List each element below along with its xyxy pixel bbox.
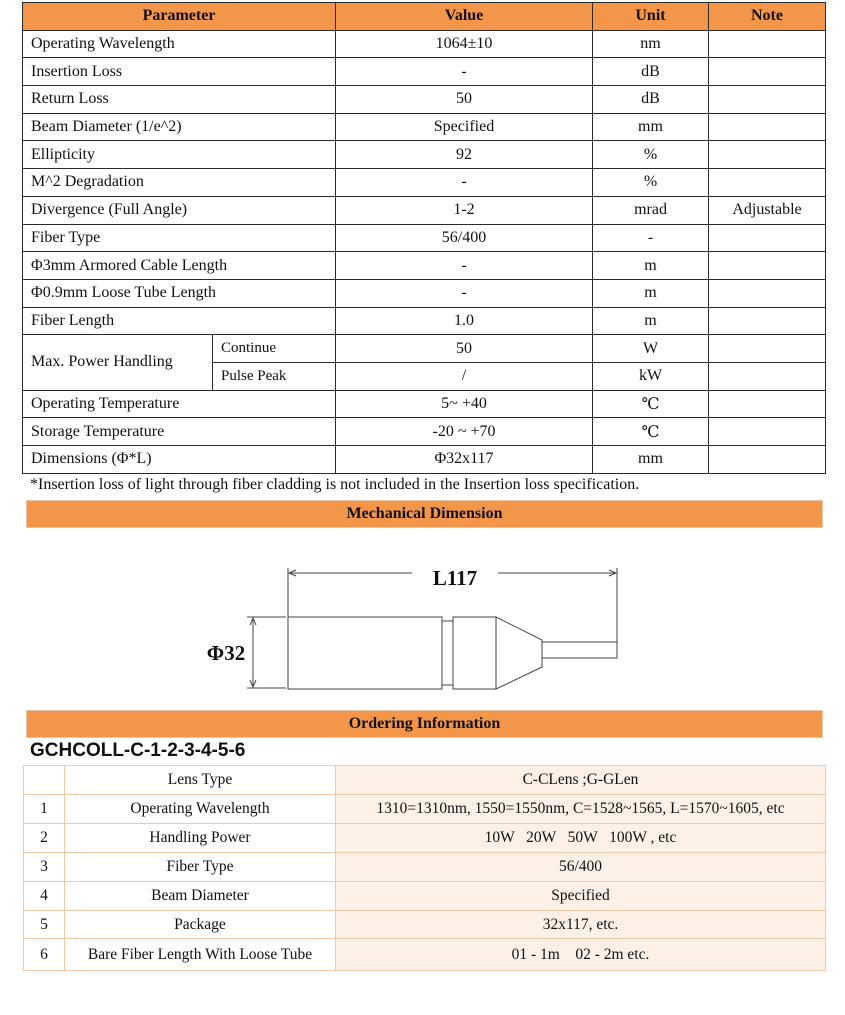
spec-unit: mrad <box>593 196 709 224</box>
spec-row <box>23 418 826 446</box>
spec-parameter: M^2 Degradation <box>23 169 336 197</box>
spec-subparameter: Pulse Peak <box>213 362 336 390</box>
length-label: L117 <box>432 566 478 590</box>
ordering-header-row <box>24 766 826 795</box>
footnote: *Insertion loss of light through fiber cladding is not included in the Insertion loss specification. <box>30 476 640 493</box>
spec-note <box>709 224 826 252</box>
diameter-label: Φ32 <box>206 641 246 665</box>
spec-row <box>23 113 826 141</box>
ordering-row <box>24 823 826 852</box>
ordering-information-header: Ordering Information <box>26 710 823 738</box>
spec-value: 5~ +40 <box>336 390 593 418</box>
spec-parameter: Dimensions (Φ*L) <box>23 446 336 474</box>
spec-note <box>709 446 826 474</box>
ordering-table <box>23 765 826 971</box>
header-note: Note <box>709 3 826 31</box>
spec-unit: kW <box>593 362 709 390</box>
spec-value: 1-2 <box>336 196 593 224</box>
spec-row <box>23 30 826 58</box>
ordering-num: 3 <box>24 852 65 881</box>
ordering-num: 1 <box>24 795 65 824</box>
ordering-value: C-CLens ;G-GLen <box>336 766 826 795</box>
spec-parameter: Fiber Length <box>23 307 336 335</box>
spec-row <box>23 86 826 114</box>
collimator-nut <box>453 617 496 689</box>
ordering-field: Handling Power <box>65 823 336 852</box>
ordering-value: 01 - 1m 02 - 2m etc. <box>336 939 826 971</box>
spec-parameter: Return Loss <box>23 86 336 114</box>
spec-table <box>22 2 826 474</box>
spec-value: - <box>336 169 593 197</box>
spec-note <box>709 113 826 141</box>
spec-row <box>23 279 826 307</box>
spec-value: / <box>336 362 593 390</box>
ordering-value: 56/400 <box>336 852 826 881</box>
ordering-row <box>24 881 826 910</box>
spec-value: - <box>336 279 593 307</box>
spec-value: 56/400 <box>336 224 593 252</box>
ordering-row <box>24 852 826 881</box>
spec-unit: mm <box>593 446 709 474</box>
collimator-ring <box>442 621 453 685</box>
spec-unit: % <box>593 169 709 197</box>
spec-value: Φ32x117 <box>336 446 593 474</box>
spec-note <box>709 169 826 197</box>
spec-unit: nm <box>593 30 709 58</box>
spec-row <box>23 446 826 474</box>
spec-row <box>23 252 826 280</box>
spec-row <box>23 224 826 252</box>
ordering-field: Operating Wavelength <box>65 795 336 824</box>
spec-value: 1.0 <box>336 307 593 335</box>
ordering-field: Beam Diameter <box>65 881 336 910</box>
ordering-value: Specified <box>336 881 826 910</box>
spec-unit: m <box>593 307 709 335</box>
ordering-num: 5 <box>24 910 65 939</box>
ordering-value: 1310=1310nm, 1550=1550nm, C=1528~1565, L=1570~1605, etc <box>336 795 826 824</box>
ordering-num: 4 <box>24 881 65 910</box>
ordering-value: 32x117, etc. <box>336 910 826 939</box>
spec-parameter: Φ0.9mm Loose Tube Length <box>23 279 336 307</box>
mechanical-drawing <box>190 556 640 696</box>
spec-note <box>709 390 826 418</box>
spec-note: Adjustable <box>709 196 826 224</box>
spec-unit: W <box>593 335 709 363</box>
spec-parameter: Storage Temperature <box>23 418 336 446</box>
spec-note <box>709 141 826 169</box>
spec-header-row <box>23 3 826 31</box>
spec-value: - <box>336 58 593 86</box>
spec-note <box>709 30 826 58</box>
spec-row <box>23 141 826 169</box>
spec-unit: % <box>593 141 709 169</box>
spec-parameter: Ellipticity <box>23 141 336 169</box>
spec-unit: ℃ <box>593 418 709 446</box>
spec-row <box>23 58 826 86</box>
spec-row <box>23 169 826 197</box>
spec-unit: m <box>593 252 709 280</box>
spec-unit: dB <box>593 86 709 114</box>
spec-note <box>709 86 826 114</box>
spec-parameter: Divergence (Full Angle) <box>23 196 336 224</box>
ordering-num <box>24 766 65 795</box>
spec-parameter: Fiber Type <box>23 224 336 252</box>
header-unit: Unit <box>593 3 709 31</box>
spec-parameter: Max. Power Handling <box>23 335 213 390</box>
spec-unit: - <box>593 224 709 252</box>
ordering-field: Package <box>65 910 336 939</box>
spec-note <box>709 362 826 390</box>
spec-parameter: Beam Diameter (1/e^2) <box>23 113 336 141</box>
ordering-code: GCHCOLL-C-1-2-3-4-5-6 <box>30 740 246 761</box>
spec-note <box>709 418 826 446</box>
spec-value: 50 <box>336 86 593 114</box>
collimator-body <box>288 617 442 689</box>
spec-parameter: Operating Wavelength <box>23 30 336 58</box>
spec-row <box>23 390 826 418</box>
spec-value: Specified <box>336 113 593 141</box>
spec-parameter: Operating Temperature <box>23 390 336 418</box>
spec-note <box>709 335 826 363</box>
spec-value: 1064±10 <box>336 30 593 58</box>
spec-note <box>709 307 826 335</box>
spec-note <box>709 58 826 86</box>
spec-row <box>23 196 826 224</box>
ordering-value: 10W 20W 50W 100W , etc <box>336 823 826 852</box>
header-value: Value <box>336 3 593 31</box>
fiber-boot <box>542 642 617 658</box>
ordering-row <box>24 939 826 971</box>
header-parameter: Parameter <box>23 3 336 31</box>
spec-unit: dB <box>593 58 709 86</box>
spec-row-power-continue <box>23 335 826 363</box>
ordering-row <box>24 795 826 824</box>
spec-value: -20 ~ +70 <box>336 418 593 446</box>
spec-value: 50 <box>336 335 593 363</box>
spec-row <box>23 307 826 335</box>
ordering-field: Fiber Type <box>65 852 336 881</box>
collimator-taper <box>496 617 542 689</box>
spec-unit: m <box>593 279 709 307</box>
spec-parameter: Insertion Loss <box>23 58 336 86</box>
spec-note <box>709 279 826 307</box>
spec-unit: mm <box>593 113 709 141</box>
mechanical-dimension-header: Mechanical Dimension <box>26 500 823 528</box>
spec-value: 92 <box>336 141 593 169</box>
spec-unit: ℃ <box>593 390 709 418</box>
spec-parameter: Φ3mm Armored Cable Length <box>23 252 336 280</box>
ordering-field: Bare Fiber Length With Loose Tube <box>65 939 336 971</box>
ordering-field: Lens Type <box>65 766 336 795</box>
ordering-num: 2 <box>24 823 65 852</box>
spec-note <box>709 252 826 280</box>
ordering-row <box>24 910 826 939</box>
spec-value: - <box>336 252 593 280</box>
spec-subparameter: Continue <box>213 335 336 363</box>
ordering-num: 6 <box>24 939 65 971</box>
